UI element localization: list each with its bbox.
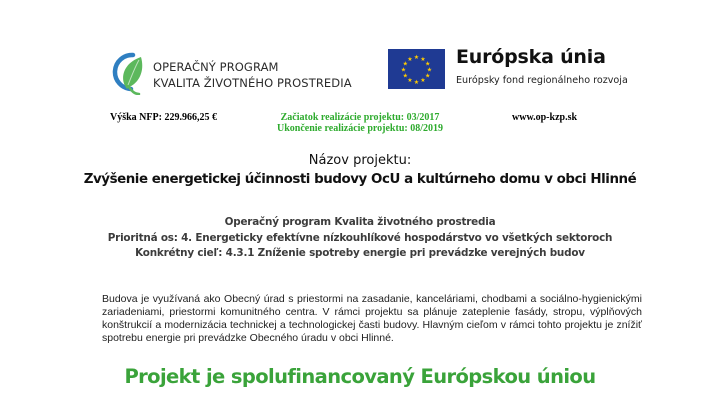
end-date: Ukončenie realizácie projektu: 08/2019: [277, 123, 443, 134]
specific-goal: Konkrétny cieľ: 4.3.1 Zníženie spotreby energie pri prevádzke verejných budov: [135, 247, 585, 259]
eu-subtitle: Európsky fond regionálneho rozvoja: [456, 75, 628, 86]
svg-text:★: ★: [420, 77, 426, 85]
cofinanced-banner: Projekt je spolufinancovaný Európskou úniou: [124, 365, 596, 388]
eu-logo: [388, 46, 648, 94]
svg-text:★: ★: [425, 72, 431, 80]
website-link[interactable]: www.op-kzp.sk: [512, 112, 578, 123]
project-name: Zvýšenie energetickej účinnosti budovy OcU a kultúrneho domu v obci Hlinné: [83, 172, 637, 187]
svg-text:★: ★: [400, 66, 407, 74]
svg-text:★: ★: [407, 77, 413, 85]
program-name: Operačný program Kvalita životného prostredia: [224, 216, 496, 228]
program-info: [0, 215, 720, 262]
op-kzp-leaf-icon: [103, 49, 149, 95]
svg-text:★: ★: [425, 60, 431, 68]
eu-flag-icon: [388, 49, 445, 89]
svg-text:★: ★: [402, 72, 408, 80]
svg-text:★: ★: [420, 55, 426, 63]
op-logo-line2: KVALITA ŽIVOTNÉHO PROSTREDIA: [153, 76, 352, 90]
project-dates: [200, 112, 520, 134]
svg-text:★: ★: [413, 54, 420, 61]
project-description: Budova je využívaná ako Obecný úrad s priestormi na zasadanie, kanceláriami, chodbami a sociálno-hygienickými zariadeniami, priestormi komunitného centra. V rámci projektu sa plánuje zateplenie fasády, stropu, výplňových konštrukcií a modernizácia technickej a technologickej časti budovy. Hlavným cieľom v rámci tohto projektu je znížiť spotrebu energie pri prevádzke Obecného úradu v obci Hlinné.: [102, 293, 642, 344]
svg-text:★: ★: [413, 79, 420, 86]
op-logo-line1: OPERAČNÝ PROGRAM: [153, 60, 279, 74]
svg-text:★: ★: [402, 60, 408, 68]
eu-title: Európska únia: [456, 46, 606, 68]
priority-axis: Prioritná os: 4. Energeticky efektívne nízkouhlíkové hospodárstvo vo všetkých sektoroch: [107, 231, 613, 244]
nfp-amount: Výška NFP: 229.966,25 €: [110, 112, 217, 123]
svg-text:★: ★: [407, 55, 413, 63]
op-kzp-logo: [103, 47, 353, 97]
start-date: Začiatok realizácie projektu: 03/2017: [280, 112, 440, 123]
project-label: Názov projektu:: [308, 153, 412, 168]
svg-text:★: ★: [426, 66, 433, 74]
